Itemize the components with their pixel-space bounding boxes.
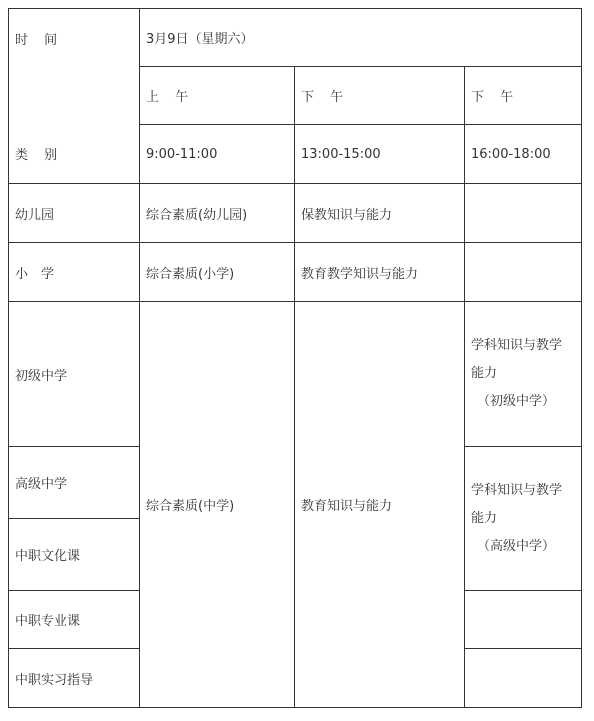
junior-subject-sub: （初级中学）: [477, 394, 556, 409]
table-row-kindergarten: [9, 184, 582, 243]
time-label: 时 间: [15, 33, 64, 48]
period-afternoon-2: 下 午: [465, 67, 582, 125]
primary-morning-subject: 综合素质(小学): [140, 243, 295, 302]
kindergarten-morning-subject: 综合素质(幼儿园): [140, 184, 295, 243]
period-afternoon-1: 下 午: [295, 67, 465, 125]
primary-afternoon1-subject: 教育教学知识与能力: [295, 243, 465, 302]
secondary-morning-subject: 综合素质(中学): [140, 302, 295, 708]
kindergarten-afternoon1-subject: 保教知识与能力: [295, 184, 465, 243]
period-morning: 上 午: [140, 67, 295, 125]
category-senior: 高级中学: [9, 447, 140, 519]
senior-afternoon2-subject: [465, 447, 582, 591]
table-row-primary: [9, 243, 582, 302]
vocational-practice-afternoon2-subject: [465, 649, 582, 708]
exam-date: 3月9日（星期六）: [140, 9, 582, 67]
junior-afternoon2-subject: [465, 302, 582, 447]
category-vocational-culture: 中职文化课: [9, 519, 140, 591]
time-morning: 9:00-11:00: [140, 125, 295, 184]
header-row-date: [9, 9, 582, 67]
vocational-major-afternoon2-subject: [465, 591, 582, 649]
category-kindergarten: 幼儿园: [9, 184, 140, 243]
secondary-afternoon1-subject: 教育知识与能力: [295, 302, 465, 708]
category-label: 类 别: [15, 148, 64, 163]
category-vocational-practice: 中职实习指导: [9, 649, 140, 708]
senior-subject-line-2: 能力: [471, 510, 498, 526]
junior-subject-line-1: 学科知识与教学: [471, 338, 563, 353]
category-primary: 小 学: [9, 243, 140, 302]
senior-subject-sub: （高级中学）: [477, 538, 556, 554]
junior-subject-line-2: 能力: [471, 366, 498, 381]
header-corner-cell: [9, 9, 140, 184]
kindergarten-afternoon2-subject: [465, 184, 582, 243]
category-junior: 初级中学: [9, 302, 140, 447]
category-vocational-major: 中职专业课: [9, 591, 140, 649]
exam-schedule-table: [8, 8, 582, 708]
primary-afternoon2-subject: [465, 243, 582, 302]
time-afternoon-2: 16:00-18:00: [465, 125, 582, 184]
senior-subject-line-1: 学科知识与教学: [471, 482, 563, 498]
table-row-junior: [9, 302, 582, 447]
time-afternoon-1: 13:00-15:00: [295, 125, 465, 184]
